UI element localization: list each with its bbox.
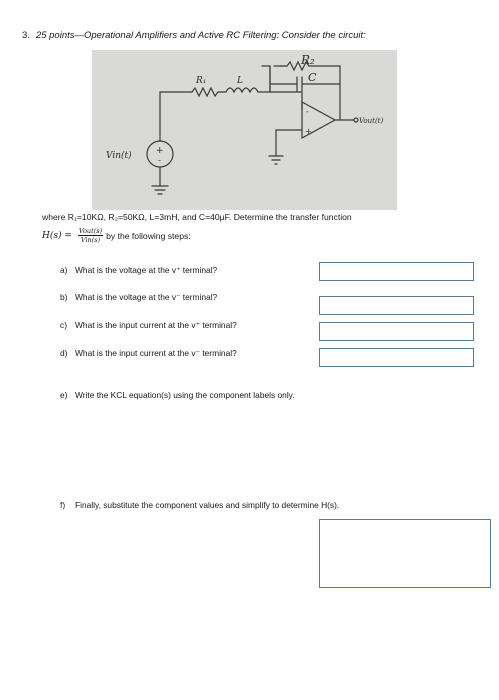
transfer-function-line <box>42 227 191 244</box>
list-item: a) What is the voltage at the v⁺ terminal? <box>60 265 218 275</box>
question-title: 25 points—Operational Amplifiers and Active RC Filtering: Consider the circuit: <box>35 30 366 41</box>
given-values: where R₁=10KΩ, R₂=50KΩ, L=3mH, and C=40µF. Determine the transfer function <box>42 212 352 222</box>
source-minus-label: - <box>158 156 162 166</box>
transfer-function-lhs: H(s) = <box>42 230 72 241</box>
vout-label: Vout(t) <box>359 117 384 125</box>
answer-box-c[interactable] <box>319 322 474 341</box>
transfer-function-fraction <box>78 227 103 244</box>
question-number: 3. <box>22 30 30 41</box>
c-label: C <box>308 71 317 84</box>
minus-terminal-label: - <box>306 107 309 116</box>
l-label: L <box>237 76 243 86</box>
plus-terminal-label: + <box>305 127 312 136</box>
r1-label: R₁ <box>196 76 207 86</box>
tf-denominator: Vin(s) <box>80 236 101 244</box>
inductor-icon <box>226 88 258 92</box>
answer-box-b[interactable] <box>319 296 474 315</box>
list-item: e) Write the KCL equation(s) using the component labels only. <box>60 390 295 400</box>
transfer-function-tail: by the following steps: <box>106 230 191 241</box>
answer-box-a[interactable] <box>319 262 474 281</box>
answer-box-f[interactable] <box>319 519 491 588</box>
list-item: b) What is the voltage at the v⁻ terminal? <box>60 292 218 302</box>
list-item: d) What is the input current at the v⁻ terminal? <box>60 348 237 358</box>
circuit-diagram <box>92 50 397 210</box>
vin-label: Vin(t) <box>106 151 132 161</box>
r2-label: R₂ <box>301 53 315 67</box>
question-header <box>22 30 366 41</box>
tf-numerator: Vout(s) <box>78 227 103 235</box>
answer-box-d[interactable] <box>319 348 474 367</box>
list-item: f) Finally, substitute the component values and simplify to determine H(s). <box>60 500 340 510</box>
circuit-figure <box>92 50 397 210</box>
r1-resistor-icon <box>192 88 218 96</box>
source-plus-label: + <box>156 146 164 156</box>
list-item: c) What is the input current at the v⁺ terminal? <box>60 320 237 330</box>
